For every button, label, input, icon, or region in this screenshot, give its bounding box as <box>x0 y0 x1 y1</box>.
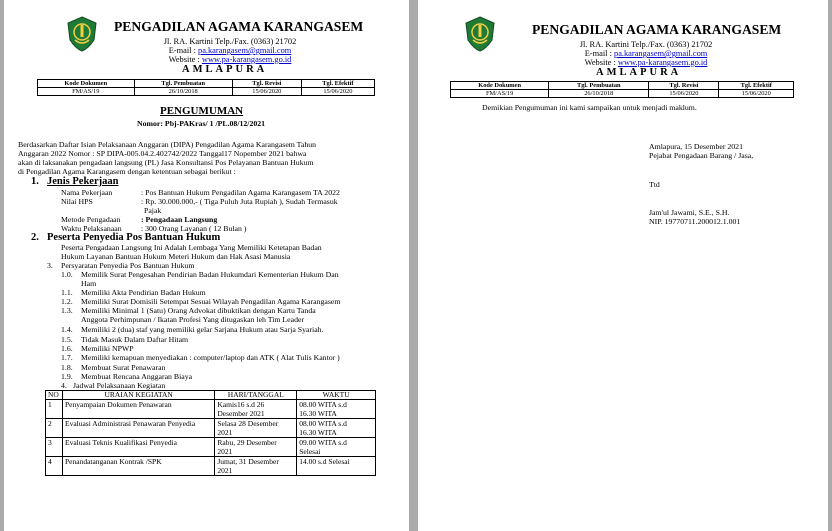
signer-position: Pejabat Pengadaan Barang / Jasa, <box>649 151 754 160</box>
meta-value: 15/06/2020 <box>301 88 374 96</box>
field-value: : Pengadaan Langsung <box>141 215 218 224</box>
schedule-hari-line: Desember 2021 <box>217 409 265 418</box>
schedule-header-hari: HARI/TANGGAL <box>215 391 297 400</box>
field-value: : Rp. 30.000.000,- ( Tiga Puluh Juta Rupiah ), Sudah Termasuk <box>141 197 338 206</box>
meta-label: Tgl. Pembuatan <box>134 80 232 88</box>
signature-mark: Ttd <box>649 180 660 189</box>
schedule-waktu-line: 14.00 s.d Selesai <box>299 457 350 466</box>
field-label: Waktu Pelaksanaan <box>61 224 122 233</box>
schedule-waktu-line: 08.00 WITA s.d <box>299 400 347 409</box>
requirement-number: 1.1. <box>61 288 73 297</box>
schedule-uraian: Evaluasi Administrasi Penawaran Penyedia <box>62 419 214 438</box>
meta-value: 26/10/2018 <box>134 88 232 96</box>
meta-value: 26/10/2018 <box>549 90 649 98</box>
field-value: : 300 Orang Layanan ( 12 Bulan ) <box>141 224 247 233</box>
field-label: Metode Pengadaan <box>61 215 121 224</box>
requirement-number: 1.3. <box>61 306 73 315</box>
city-name: AMLAPURA <box>182 64 268 75</box>
schedule-header-uraian: URAIAN KEGIATAN <box>62 391 214 400</box>
court-emblem-logo <box>464 16 496 52</box>
signer-nip: NIP. 19770711.200012.1.001 <box>649 217 741 226</box>
schedule-row <box>46 457 376 476</box>
document-meta-table <box>450 81 794 98</box>
requirement-number: 1.4. <box>61 325 73 334</box>
institution-email <box>546 49 746 58</box>
meta-value: 15/06/2020 <box>232 88 301 96</box>
schedule-hari-line: Selasa 28 Desember <box>217 419 279 428</box>
website-link[interactable]: www.pa-karangasem.go.id <box>201 55 292 64</box>
requirement-text: Memiliki 2 (dua) staf yang memiliki gelar Sarjana Hukum atau Sarja Syariah. <box>81 325 324 334</box>
intro-line: akan di laksanakan pengadaan langsung (PL) Jasa Konsultansi Pos Pelayanan Bantuan Hukum <box>18 158 314 167</box>
section-4-number: 4. <box>61 381 67 390</box>
email-label: E-mail : <box>168 46 196 55</box>
schedule-hari-line: 2021 <box>217 447 233 456</box>
email-label: E-mail : <box>584 49 612 58</box>
place-date: Amlapura, 15 Desember 2021 <box>649 142 743 151</box>
requirement-text: Memiliki Akta Pendirian Badan Hukum <box>81 288 206 297</box>
section-1-number: 1. <box>31 176 39 187</box>
requirement-text: Memiliki kemapuan menyediakan : computer/laptop dan ATK ( Alat Tulis Kantor ) <box>81 353 340 362</box>
section-1-title: Jenis Pekerjaan <box>47 176 119 187</box>
section-3-number: 3. <box>47 261 53 270</box>
meta-label: Kode Dokumen <box>38 80 135 88</box>
schedule-uraian: Penandatanganan Kontrak /SPK <box>62 457 214 476</box>
institution-address: Jl. RA. Kartini Telp./Fax. (0363) 21702 <box>163 37 297 46</box>
field-value-cont: Pajak <box>144 206 162 215</box>
meta-value: FM/AS/19 <box>451 90 549 98</box>
schedule-waktu-line: Selesai <box>299 447 321 456</box>
schedule-waktu <box>297 457 376 476</box>
section-3-title: Persyaratan Penyedia Pos Bantuan Hukum <box>61 261 195 270</box>
schedule-waktu <box>297 400 376 419</box>
announcement-number: Nomor: Pbj-PAKras/ 1 /PL.08/12/2021 <box>137 119 266 128</box>
institution-website <box>130 55 330 64</box>
court-emblem-logo <box>66 16 98 52</box>
institution-name: PENGADILAN AGAMA KARANGASEM <box>532 22 782 37</box>
institution-name: PENGADILAN AGAMA KARANGASEM <box>114 19 364 34</box>
requirement-text: Memilik Surat Pengesahan Pendirian Badan Hukumdari Kementerian Hukum Dan <box>81 270 339 279</box>
schedule-hari-line: 2021 <box>217 466 233 475</box>
section-2-number: 2. <box>31 232 39 243</box>
schedule-hari <box>215 400 297 419</box>
document-meta-table <box>37 79 375 96</box>
document-page-2 <box>418 0 828 531</box>
requirement-text: Ham <box>81 279 97 288</box>
schedule-waktu <box>297 438 376 457</box>
intro-line: Berdasarkan Daftar Isian Pelaksanaan Anggaran (DIPA) Pengadilan Agama Karangasem Tahun <box>18 140 317 149</box>
schedule-waktu-line: 16.30 WITA <box>299 409 337 418</box>
schedule-row <box>46 438 376 457</box>
requirement-text: Memiliki NPWP <box>81 344 134 353</box>
requirement-text: Anggota Perhimpunan / Ikatan Profesi Yang ditugaskan leh Tim Leader <box>81 315 305 324</box>
meta-label: Tgl. Efektif <box>719 82 794 90</box>
signer-name: Jam'ul Jawami, S.E., S.H. <box>649 208 730 217</box>
section-2-title: Peserta Penyedia Pos Bantuan Hukum <box>47 232 221 243</box>
meta-label: Tgl. Revisi <box>232 80 301 88</box>
schedule-waktu-line: 09.00 WITA s.d <box>299 438 347 447</box>
meta-value: 15/06/2020 <box>649 90 719 98</box>
email-link[interactable]: pa.karangasem@gmail.com <box>614 49 708 58</box>
requirement-number: 1.9. <box>61 372 73 381</box>
meta-value: FM/AS/19 <box>38 88 135 96</box>
meta-label: Tgl. Revisi <box>649 82 719 90</box>
section-2-text: Peserta Pengadaan Langsung Ini Adalah Lembaga Yang Memiliki Ketetapan Badan <box>61 243 322 252</box>
website-label: Website : <box>168 55 200 64</box>
schedule-table <box>45 390 376 476</box>
section-2-text: Hukum Layanan Bantuan Hukum Meteri Hukum dan Hak Asasi Manusia <box>61 252 291 261</box>
schedule-row <box>46 419 376 438</box>
requirement-number: 1.6. <box>61 344 73 353</box>
institution-email <box>130 46 330 55</box>
field-value: : Pos Bantuan Hukum Pengadilan Agama Karangasem TA 2022 <box>141 188 340 197</box>
schedule-no: 3 <box>46 438 63 457</box>
schedule-no: 2 <box>46 419 63 438</box>
requirement-text: Memiliki Surat Domisili Setempat Sesuai Wilayah Pengadilan Agama Karangasem <box>81 297 341 306</box>
requirement-number: 1.0. <box>61 270 73 279</box>
requirement-text: Membuat Surat Penawaran <box>81 363 166 372</box>
meta-label: Tgl. Efektif <box>301 80 374 88</box>
schedule-row <box>46 400 376 419</box>
website-label: Website : <box>584 58 616 67</box>
section-4-title: Jadwal Pelaksanaan Kegiatan <box>73 381 166 390</box>
meta-label: Tgl. Pembuatan <box>549 82 649 90</box>
schedule-hari-line: Kamis16 s.d 26 <box>217 400 265 409</box>
meta-label: Kode Dokumen <box>451 82 549 90</box>
requirement-text: Memiliki Minimal 1 (Satu) Orang Advokat dibuktikan dengan Kartu Tanda <box>81 306 316 315</box>
schedule-uraian: Evaluasi Teknis Kualifikasi Penyedia <box>62 438 214 457</box>
institution-website <box>546 58 746 67</box>
requirement-text: Membuat Rencana Anggaran Biaya <box>81 372 193 381</box>
city-name: AMLAPURA <box>596 67 682 78</box>
requirement-number: 1.5. <box>61 335 73 344</box>
schedule-hari <box>215 438 297 457</box>
schedule-header-waktu: WAKTU <box>297 391 376 400</box>
schedule-waktu-line: 08.00 WITA s.d <box>299 419 347 428</box>
schedule-waktu-line: 16.30 WITA <box>299 428 337 437</box>
requirement-number: 1.8. <box>61 363 73 372</box>
requirement-number: 1.7. <box>61 353 73 362</box>
schedule-no: 4 <box>46 457 63 476</box>
schedule-hari-line: Rabu, 29 Desember <box>217 438 277 447</box>
intro-line: Anggaran 2022 Nomor : SP DIPA-005.04.2.402742/2022 Tanggal17 Nopember 2021 bahwa <box>18 149 307 158</box>
schedule-waktu <box>297 419 376 438</box>
schedule-hari <box>215 457 297 476</box>
schedule-no: 1 <box>46 400 63 419</box>
email-link[interactable]: pa.karangasem@gmail.com <box>198 46 292 55</box>
requirement-number: 1.2. <box>61 297 73 306</box>
announcement-title: PENGUMUMAN <box>160 105 244 117</box>
field-label: Nama Pekerjaan <box>61 188 113 197</box>
schedule-header-no: NO <box>46 391 63 400</box>
schedule-hari-line: 2021 <box>217 428 233 437</box>
document-page-1 <box>4 0 409 531</box>
institution-address: Jl. RA. Kartini Telp./Fax. (0363) 21702 <box>579 40 713 49</box>
website-link[interactable]: www.pa-karangasem.go.id <box>617 58 708 67</box>
schedule-hari-line: Jumat, 31 Desember <box>217 457 279 466</box>
schedule-uraian: Penyampaian Dokumen Penawaran <box>62 400 214 419</box>
requirement-text: Tidak Masuk Dalam Daftar Hitam <box>81 335 189 344</box>
meta-value: 15/06/2020 <box>719 90 794 98</box>
closing-statement: Demikian Pengumuman ini kami sampaikan untuk menjadi maklum. <box>482 103 697 112</box>
schedule-hari <box>215 419 297 438</box>
intro-line: di Pengadilan Agama Karangasem dengan ketentuan sebagai berikut : <box>18 167 236 176</box>
field-label: Nilai HPS <box>61 197 93 206</box>
